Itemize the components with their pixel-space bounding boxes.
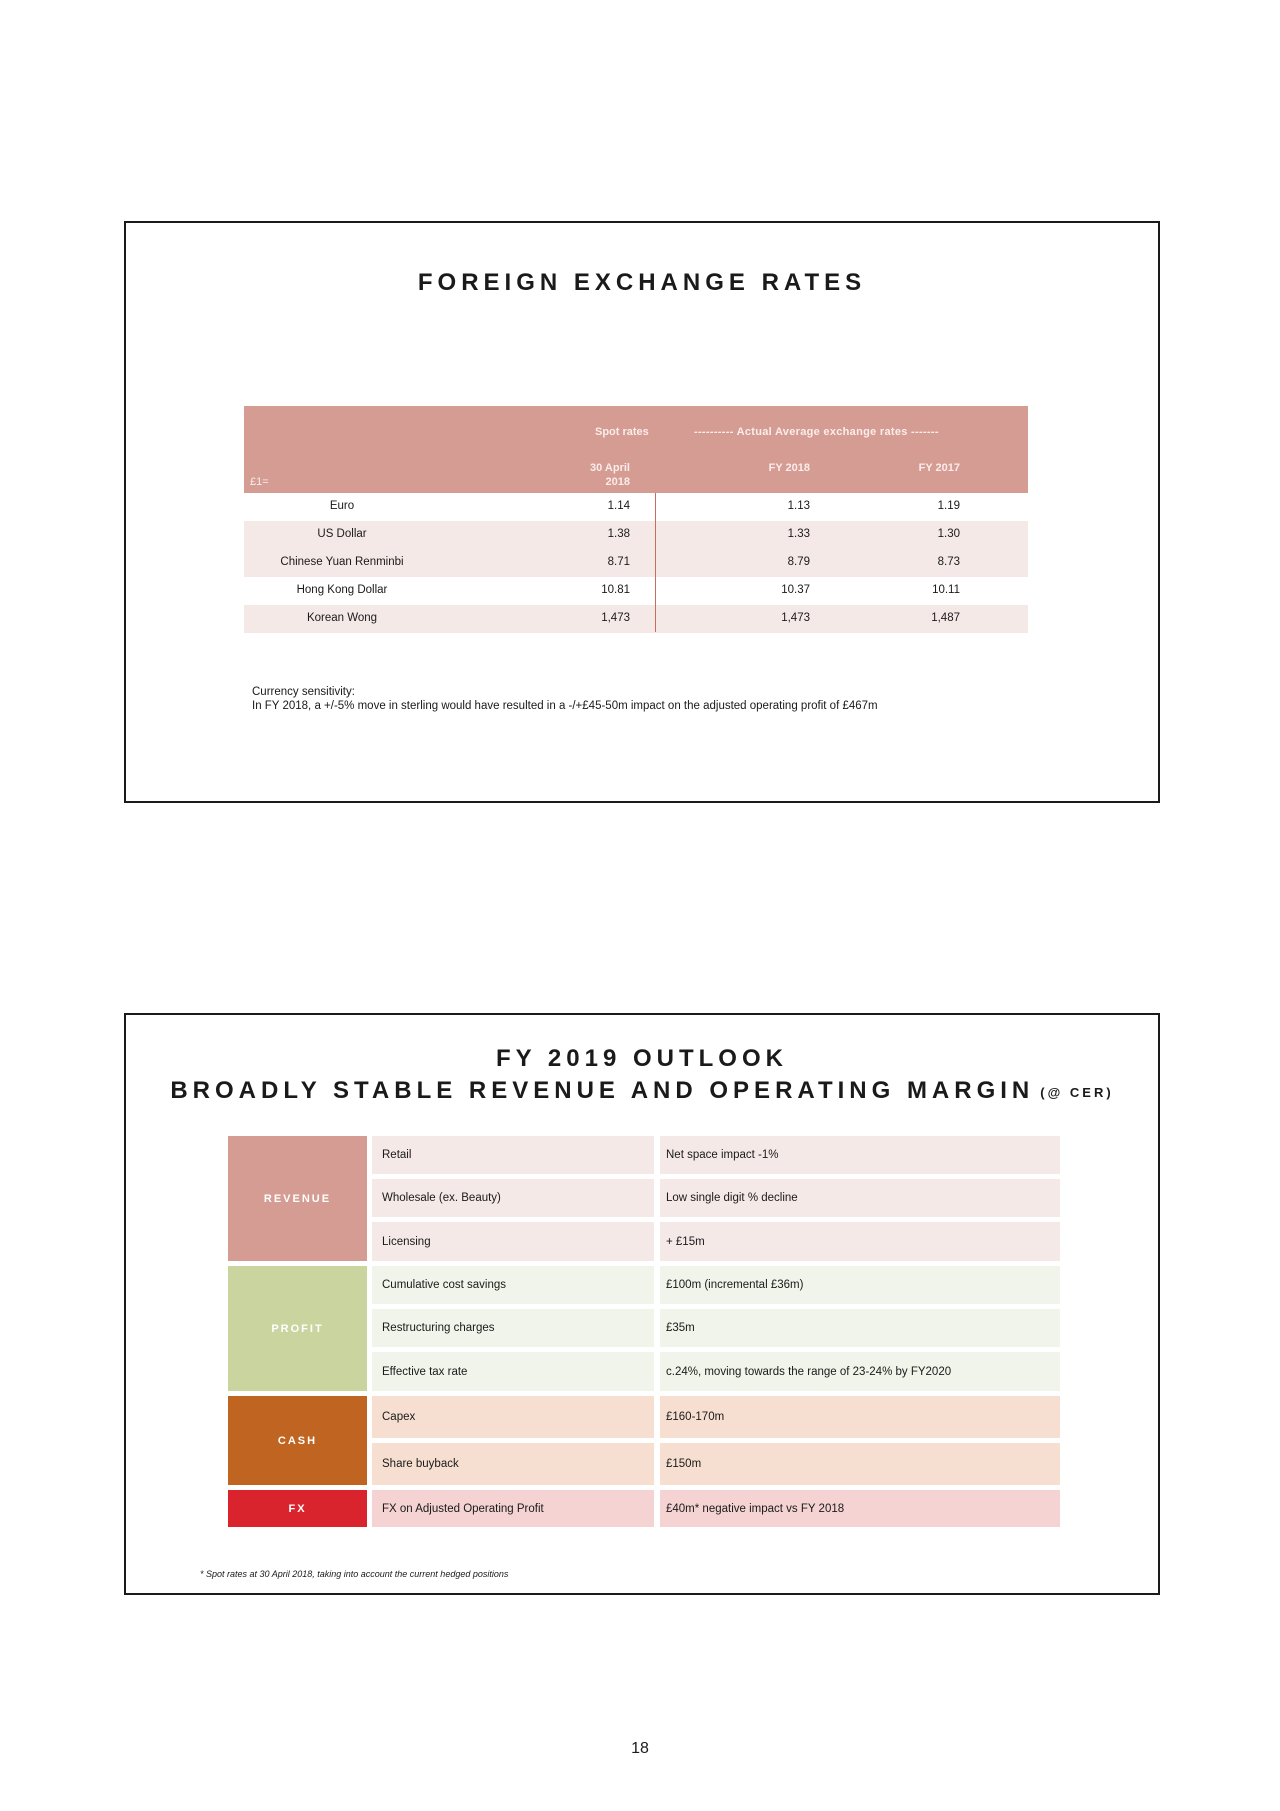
outlook-item: FX on Adjusted Operating Profit — [372, 1490, 654, 1527]
outlook-item: Licensing — [372, 1222, 654, 1261]
category-cash: CASH — [228, 1396, 367, 1485]
fy2017-value: 1.30 — [937, 528, 960, 540]
category-revenue: REVENUE — [228, 1136, 367, 1261]
outlook-slide — [124, 1013, 1160, 1595]
col-fy2017: FY 2017 — [918, 462, 960, 474]
currency-name: Korean Wong — [306, 612, 378, 624]
fy2017-value: 1.19 — [937, 500, 960, 512]
fy2018-value: 8.79 — [787, 556, 810, 568]
category-profit: PROFIT — [228, 1266, 367, 1391]
table-row — [244, 605, 1028, 633]
col-fy2018: FY 2018 — [768, 462, 810, 474]
outlook-item: Share buyback — [372, 1443, 654, 1485]
spot-value: 1,473 — [601, 612, 630, 624]
page-number: 18 — [631, 1740, 649, 1757]
spot-column-divider — [655, 493, 656, 632]
table-row — [244, 549, 1028, 577]
outlook-item: Cumulative cost savings — [372, 1266, 654, 1304]
table-row — [244, 577, 1028, 605]
currency-name: Hong Kong Dollar — [296, 584, 388, 596]
outlook-subtitle-text: BROADLY STABLE REVENUE AND OPERATING MARGIN — [170, 1077, 1035, 1104]
outlook-subtitle — [126, 1077, 1158, 1105]
outlook-value: Low single digit % decline — [660, 1179, 1060, 1217]
fx-table-header — [244, 406, 1028, 493]
spot-value: 10.81 — [601, 584, 630, 596]
outlook-value: c.24%, moving towards the range of 23-24% by FY2020 — [660, 1352, 1060, 1391]
outlook-title: FY 2019 OUTLOOK — [496, 1045, 788, 1072]
outlook-item: Wholesale (ex. Beauty) — [372, 1179, 654, 1217]
spot-value: 8.71 — [607, 556, 630, 568]
fy2018-value: 1,473 — [781, 612, 810, 624]
fx-table — [244, 406, 1028, 632]
outlook-item: Effective tax rate — [372, 1352, 654, 1391]
table-row — [244, 493, 1028, 521]
currency-name: US Dollar — [317, 528, 367, 540]
footnote: * Spot rates at 30 April 2018, taking into account the current hedged positions — [200, 1569, 509, 1579]
col-spot-date: 30 April — [590, 462, 630, 474]
outlook-value: £100m (incremental £36m) — [660, 1266, 1060, 1304]
sensitivity-text: In FY 2018, a +/-5% move in sterling would have resulted in a -/+£45-50m impact on the adjusted operating profit of £467m — [252, 700, 878, 712]
outlook-item: Restructuring charges — [372, 1309, 654, 1347]
col-spot-year: 2018 — [605, 476, 630, 488]
outlook-value: £160-170m — [660, 1396, 1060, 1438]
table-row — [244, 521, 1028, 549]
currency-name: Euro — [329, 500, 355, 512]
category-fx: FX — [228, 1490, 367, 1527]
outlook-value: £40m* negative impact vs FY 2018 — [660, 1490, 1060, 1527]
fy2018-value: 10.37 — [781, 584, 810, 596]
fy2017-value: 10.11 — [932, 584, 960, 596]
sensitivity-title: Currency sensitivity: — [252, 686, 355, 698]
fy2017-value: 8.73 — [937, 556, 960, 568]
outlook-item: Capex — [372, 1396, 654, 1438]
outlook-value: £150m — [660, 1443, 1060, 1485]
fx-title: FOREIGN EXCHANGE RATES — [417, 269, 867, 296]
fy2018-value: 1.33 — [787, 528, 810, 540]
spot-rates-label: Spot rates — [595, 426, 649, 438]
spot-value: 1.14 — [607, 500, 630, 512]
currency-name: Chinese Yuan Renminbi — [280, 556, 404, 568]
fy2018-value: 1.13 — [787, 500, 810, 512]
fy2017-value: 1,487 — [931, 612, 960, 624]
fx-slide — [124, 221, 1160, 803]
outlook-value: £35m — [660, 1309, 1060, 1347]
spot-value: 1.38 — [607, 528, 630, 540]
currency-unit: £1= — [250, 476, 269, 488]
outlook-item: Retail — [372, 1136, 654, 1174]
avg-rates-label: ---------- Actual Average exchange rates ------- — [694, 426, 939, 438]
outlook-subtitle-suffix: (@ CER) — [1040, 1085, 1114, 1100]
outlook-value: + £15m — [660, 1222, 1060, 1261]
outlook-value: Net space impact -1% — [660, 1136, 1060, 1174]
